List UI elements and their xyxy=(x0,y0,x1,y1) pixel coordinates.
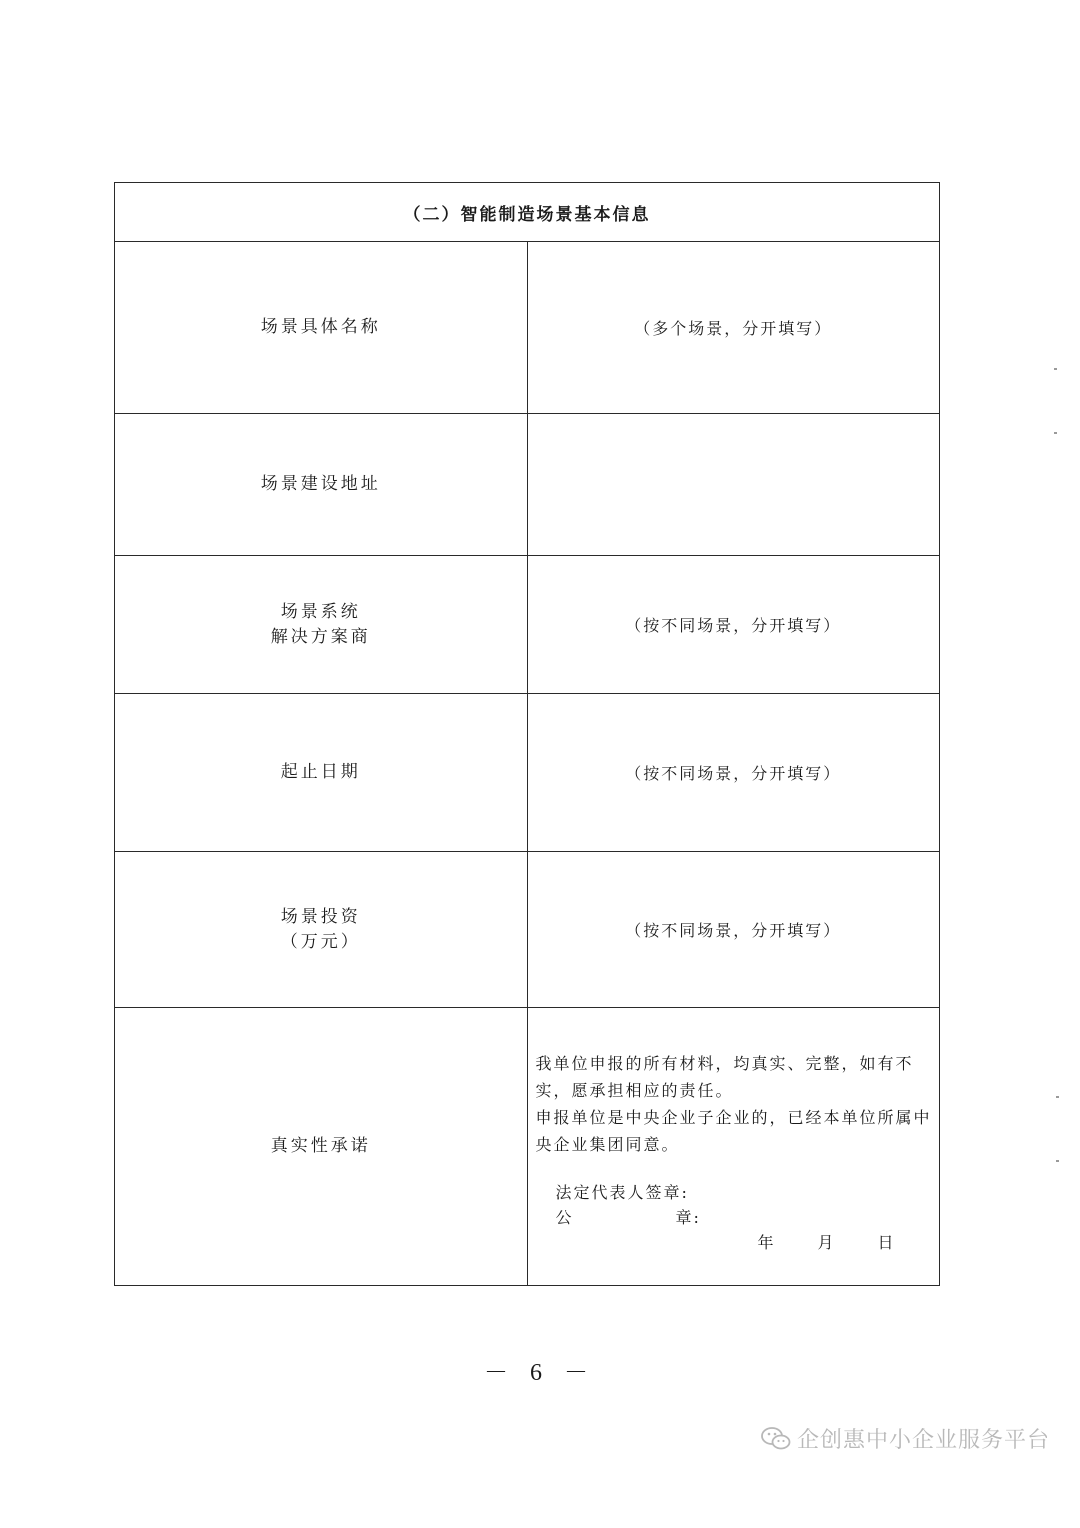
label-line: 场景具体名称 xyxy=(260,317,381,337)
row-label-solution-provider xyxy=(115,556,528,694)
label-line: （万元） xyxy=(280,931,361,952)
row-value-investment[interactable]: （按不同场景，分开填写） xyxy=(527,852,940,1008)
row-value-scene-name[interactable]: （多个场景，分开填写） xyxy=(527,242,940,414)
date-year: 年 xyxy=(757,1233,774,1252)
table-row xyxy=(115,556,940,694)
label-line: 场景建设地址 xyxy=(260,474,381,494)
date-line xyxy=(758,1230,938,1253)
rep-signature-label: 法定代表人签章: xyxy=(555,1183,689,1202)
date-day: 日 xyxy=(877,1233,894,1252)
scan-speck xyxy=(1054,432,1057,434)
wechat-icon xyxy=(761,1426,791,1452)
row-value-date-range[interactable]: （按不同场景，分开填写） xyxy=(527,694,940,852)
pledge-line-2: 申报单位是中央企业子企业的，已经本单位所属中央企业集团同意。 xyxy=(535,1108,932,1154)
date-month: 月 xyxy=(817,1233,834,1252)
watermark-text: 企创惠中小企业服务平台 xyxy=(796,1428,1050,1453)
row-label-pledge: 真实性承诺 xyxy=(115,1008,528,1286)
scan-speck xyxy=(1056,1096,1059,1098)
seal-label-part: 公 xyxy=(555,1208,574,1227)
table-row xyxy=(115,1008,940,1286)
pledge-cell[interactable] xyxy=(527,1008,940,1286)
table-row xyxy=(115,694,940,852)
table-row xyxy=(115,414,940,556)
label-line: 场景系统 xyxy=(280,601,361,622)
watermark xyxy=(761,1423,1050,1454)
label-line: 场景投资 xyxy=(280,906,361,927)
scan-speck xyxy=(1056,1160,1059,1162)
row-label-investment xyxy=(115,852,528,1008)
row-label-scene-address xyxy=(115,414,528,556)
row-value-solution-provider[interactable]: （按不同场景，分开填写） xyxy=(527,556,940,694)
scan-speck xyxy=(1054,368,1057,370)
pledge-text xyxy=(536,1050,940,1158)
page-number: － 6 － xyxy=(484,1360,596,1386)
row-value-scene-address[interactable] xyxy=(527,414,940,556)
scene-info-table xyxy=(114,182,940,1286)
label-line: 起止日期 xyxy=(280,762,361,782)
label-line: 解决方案商 xyxy=(270,626,371,647)
table-row xyxy=(115,852,940,1008)
row-label-date-range xyxy=(115,694,528,852)
section-title: （二）智能制造场景基本信息 xyxy=(115,183,940,242)
table-row xyxy=(115,242,940,414)
seal-label-part: 章: xyxy=(675,1208,701,1227)
pledge-line-1: 我单位申报的所有材料，均真实、完整，如有不实，愿承担相应的责任。 xyxy=(535,1054,914,1100)
row-label-scene-name xyxy=(115,242,528,414)
